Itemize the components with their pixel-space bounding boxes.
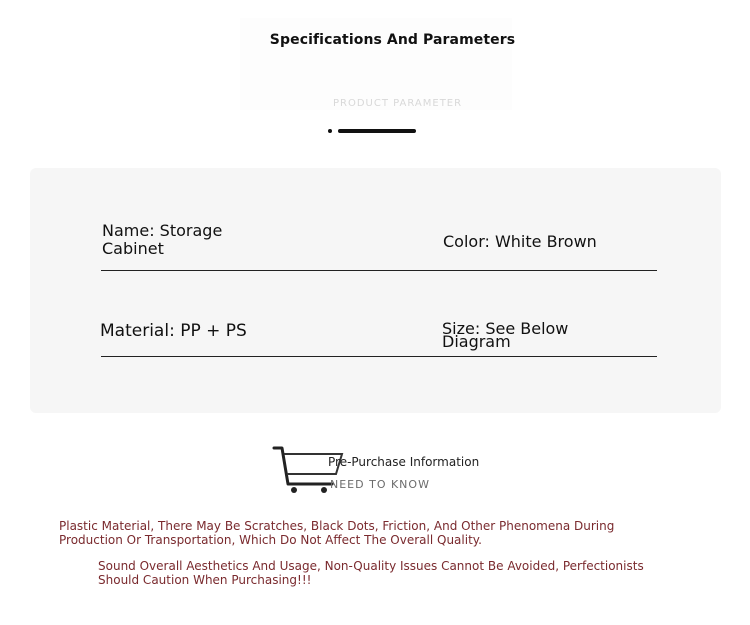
spec-size: Size: See Below Diagram bbox=[442, 319, 569, 351]
divider bbox=[101, 356, 657, 357]
warning-text: Plastic Material, There May Be Scratches, Black Dots, Friction, And Other Phenomena During Production Or Transportation, Which Do Not Affect The Overall Quality. bbox=[59, 519, 615, 547]
divider bbox=[101, 270, 657, 271]
spec-color: Color: White Brown bbox=[443, 232, 597, 251]
spec-card bbox=[30, 168, 721, 413]
faded-subtitle: PRODUCT PARAMETER bbox=[333, 98, 463, 109]
spec-material: Material: PP + PS bbox=[100, 321, 247, 341]
notice-background-text: NEED TO KNOW bbox=[330, 478, 430, 491]
indicator-bar bbox=[338, 129, 416, 133]
page-title: Specifications And Parameters bbox=[269, 32, 516, 48]
spec-name: Name: Storage Cabinet bbox=[102, 221, 223, 258]
warning-text: Sound Overall Aesthetics And Usage, Non-Quality Issues Cannot Be Avoided, Perfectionists Should Caution When Purchasing!!! bbox=[98, 559, 644, 587]
notice-label: Pre-Purchase Information bbox=[328, 455, 480, 469]
indicator-dot bbox=[328, 129, 332, 133]
